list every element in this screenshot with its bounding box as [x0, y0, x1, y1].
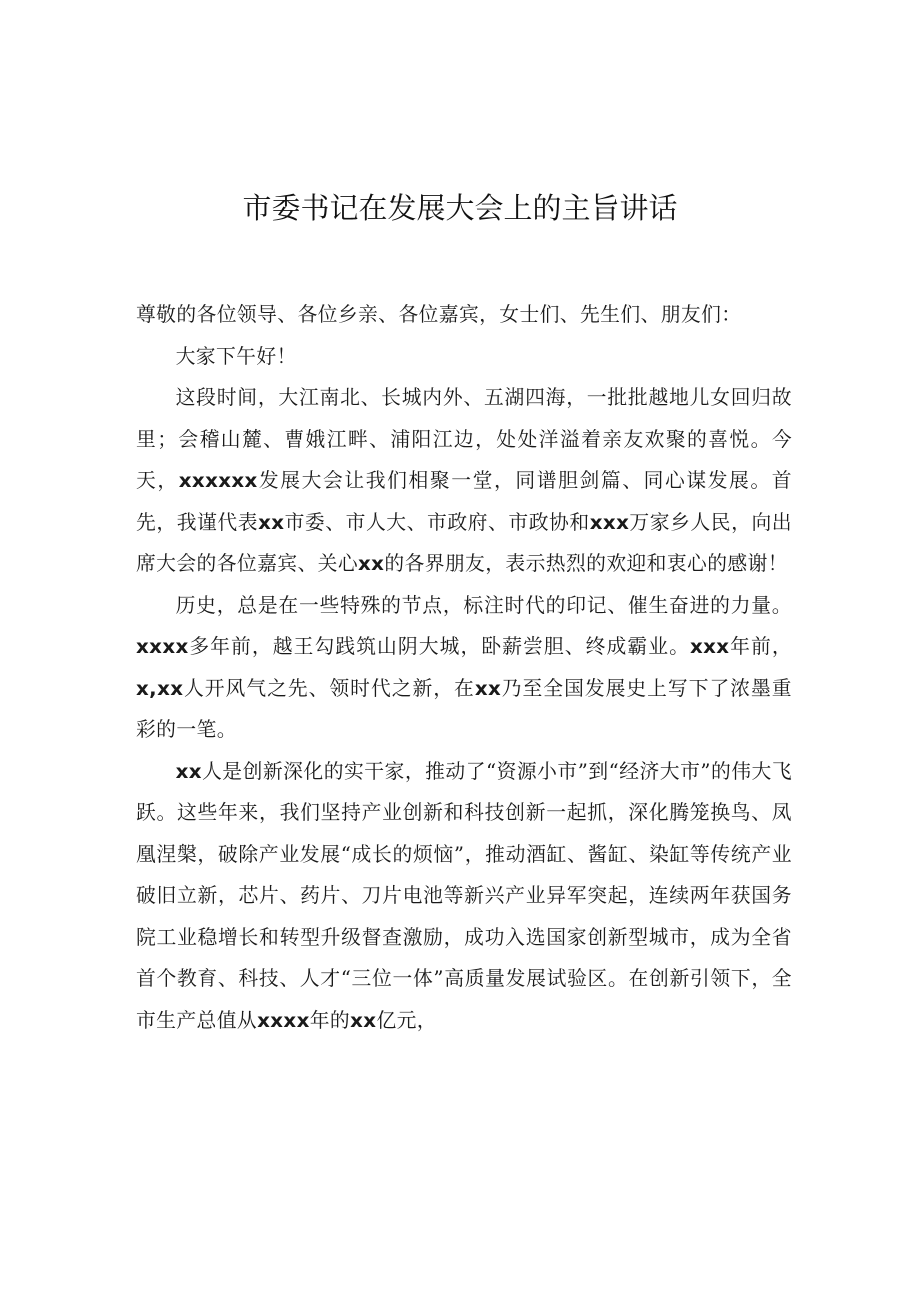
placeholder-text: xx	[358, 552, 385, 575]
placeholder-text: xxx	[689, 635, 730, 658]
placeholder-text: xx	[258, 510, 285, 534]
placeholder-text: x,xx	[136, 676, 184, 700]
placeholder-text: xx	[175, 759, 202, 783]
placeholder-text: xxx	[589, 510, 630, 534]
paragraph-innovation: xx人是创新深化的实干家，推动了“资源小市”到“经济大市”的伟大飞跃。这些年来，我们坚持产业创新和科技创新一起抓，深化腾笼换鸟、凤凰涅槃，破除产业发展“成长的烦恼”，推动酒缸、酱缸、染缸等传统产业破旧立新，芯片、药片、刀片电池等新兴产业异军突起，连续两年获国务院工业稳增长和转型升级督查激励，成功入选国家创新型城市，成为全省首个教育、科技、人才“三位一体”高质量发展试验区。在创新引领下，全市生产总值从xxxx年的xx亿元，	[136, 759, 792, 1032]
placeholder-text: xxxxxx	[178, 469, 258, 492]
document-body	[136, 294, 792, 1041]
placeholder-text: xxxx	[136, 635, 189, 658]
paragraph-welcome: 这段时间，大江南北、长城内外、五湖四海，一批批越地儿女回归故里；会稽山麓、曹娥江畔、浦阳江边，处处洋溢着亲友欢聚的喜悦。今天，xxxxxx发展大会让我们相聚一堂，同谱胆剑篇、同心谋发展。首先，我谨代表xx市委、市人大、市政府、市政协和xxx万家乡人民，向出席大会的各位嘉宾、关心xx的各界朋友，表示热烈的欢迎和衷心的感谢！	[136, 386, 792, 575]
document-title: 市委书记在发展大会上的主旨讲话	[242, 191, 678, 225]
placeholder-text: xx	[350, 1008, 377, 1032]
placeholder-text: xx	[474, 676, 502, 700]
paragraph-greeting: 大家下午好！	[175, 344, 297, 368]
salutation: 尊敬的各位领导、各位乡亲、各位嘉宾，女士们、先生们、朋友们：	[136, 303, 742, 326]
paragraph-history: 历史，总是在一些特殊的节点，标注时代的印记、催生奋进的力量。xxxx多年前，越王勾践筑山阴大城，卧薪尝胆、终成霸业。xxx年前，x,xx人开风气之先、领时代之新，在xx乃至全国发展史上写下了浓墨重彩的一笔。	[136, 593, 792, 741]
placeholder-text: xxxx	[257, 1008, 310, 1032]
